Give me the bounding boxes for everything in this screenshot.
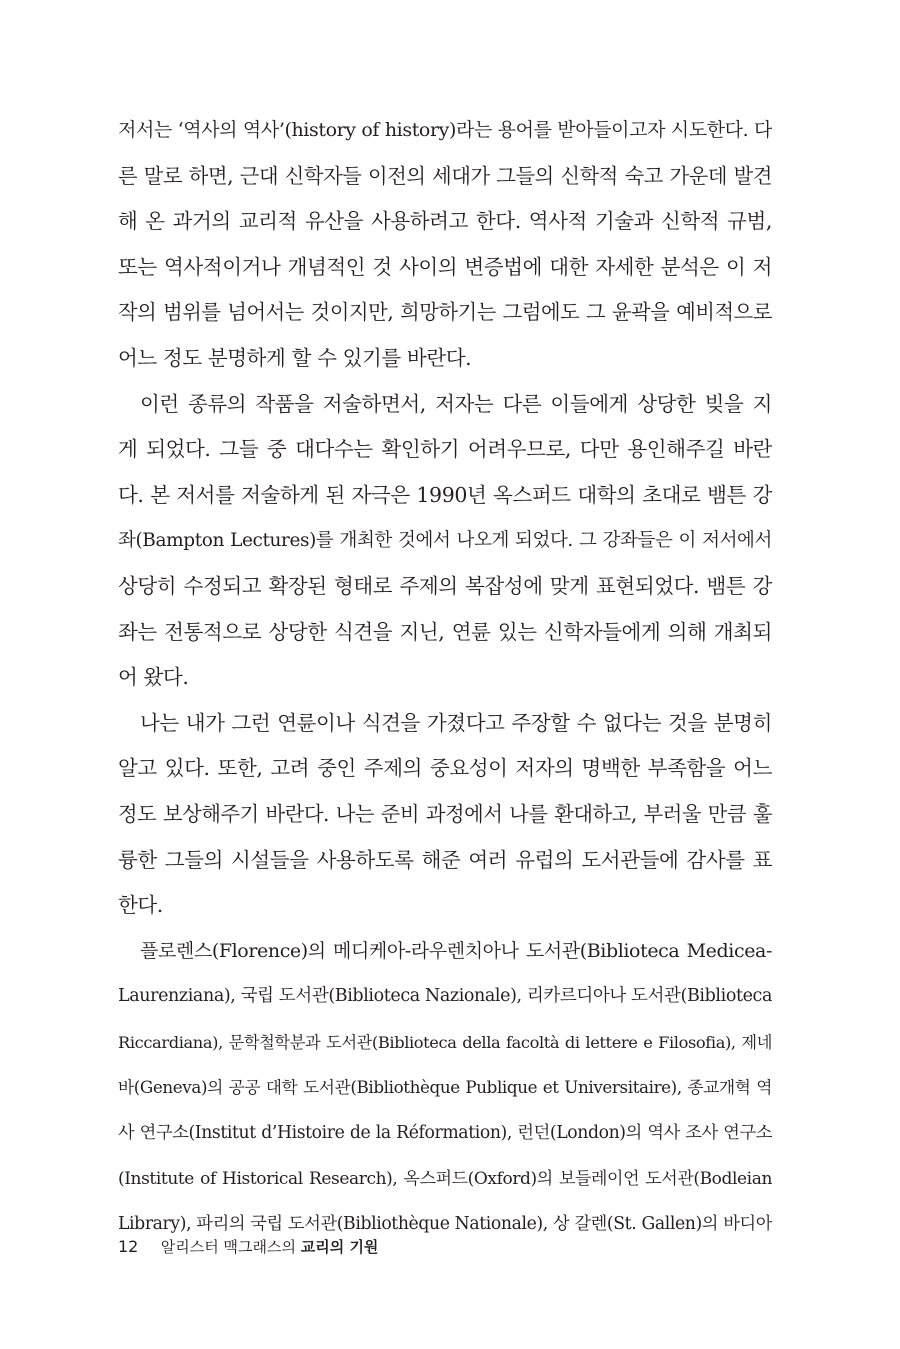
text-line: 륭한 그들의 시설들을 사용하도록 해준 여러 유럽의 도서관들에 감사를 표 (118, 847, 772, 872)
page-number: 12 (118, 1237, 139, 1256)
body-text (118, 108, 772, 1248)
text-line: 른 말로 하면, 근대 신학자들 이전의 세대가 그들의 신학적 숙고 가운데 발견 (118, 163, 772, 188)
running-head-title: 교리의 기원 (300, 1238, 379, 1256)
text-line: (Institute of Historical Research), 옥스퍼드(Oxford)의 보들레이언 도서관(Bodleian (118, 1168, 772, 1189)
text-line: 좌(Bampton Lectures)를 개최한 것에서 나오게 되었다. 그 강좌들은 이 저서에서 (118, 530, 772, 552)
text-line: 플로렌스(Florence)의 메디케아-라우렌치아나 도서관(Biblioteca Medicea- (140, 939, 772, 962)
text-line: 어느 정도 분명하게 할 수 있기를 바란다. (118, 345, 472, 370)
text-line: 상당히 수정되고 확장된 형태로 주제의 복잡성에 맞게 표현되었다. 뱀튼 강 (118, 573, 772, 598)
text-line: 정도 보상해주기 바란다. 나는 준비 과정에서 나를 환대하고, 부러울 만큼 훌 (118, 801, 772, 826)
page-footer (118, 1232, 378, 1262)
text-line: 사 연구소(Institut d’Histoire de la Réformation), 런던(London)의 역사 조사 연구소 (118, 1123, 772, 1144)
running-head-author: 알리스터 맥그래스의 (160, 1238, 296, 1256)
text-line: 해 온 과거의 교리적 유산을 사용하려고 한다. 역사적 기술과 신학적 규범, (118, 209, 772, 234)
text-line: 알고 있다. 또한, 고려 중인 주제의 중요성이 저자의 명백한 부족함을 어느 (118, 756, 772, 781)
text-line: Laurenziana), 국립 도서관(Biblioteca Nazionale), 리카르디아나 도서관(Biblioteca (118, 986, 772, 1007)
text-line: 작의 범위를 넘어서는 것이지만, 희망하기는 그럼에도 그 윤곽을 예비적으로 (118, 300, 772, 325)
text-line: 게 되었다. 그들 중 대다수는 확인하기 어려우므로, 다만 용인해주길 바란 (118, 437, 772, 462)
text-line: 다. 본 저서를 저술하게 된 자극은 1990년 옥스퍼드 대학의 초대로 뱀튼 강 (118, 482, 772, 507)
text-line: 좌는 전통적으로 상당한 식견을 지닌, 연륜 있는 신학자들에게 의해 개최되 (118, 619, 772, 644)
text-line: 이런 종류의 작품을 저술하면서, 저자는 다른 이들에게 상당한 빚을 지 (140, 391, 772, 416)
text-line: 저서는 ‘역사의 역사’(history of history)라는 용어를 받아들이고자 시도한다. 다 (118, 119, 772, 141)
text-line: Riccardiana), 문학철학분과 도서관(Biblioteca della facoltà di lettere e Filosofia), 제네 (118, 1032, 772, 1052)
text-line: 바(Geneva)의 공공 대학 도서관(Bibliothèque Publique et Universitaire), 종교개혁 역 (118, 1077, 772, 1098)
text-line: 나는 내가 그런 연륜이나 식견을 가졌다고 주장할 수 없다는 것을 분명히 (140, 710, 772, 735)
text-line: Library), 파리의 국립 도서관(Bibliothèque Nationale), 상 갈렌(St. Gallen)의 바디아 (118, 1214, 772, 1235)
text-line: 어 왔다. (118, 665, 189, 690)
text-line: 한다. (118, 893, 163, 918)
text-line: 또는 역사적이거나 개념적인 것 사이의 변증법에 대한 자세한 분석은 이 저 (118, 254, 772, 279)
